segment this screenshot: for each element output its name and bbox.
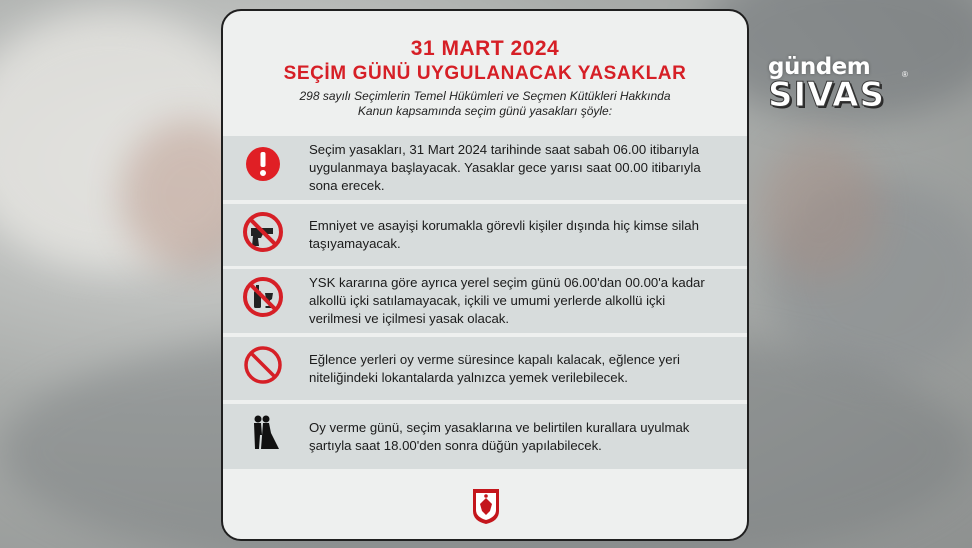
- rule-text: Oy verme günü, seçim yasaklarına ve belirtilen kurallara uyulmak şartıyla saat 18.00'den sonra düğün yapılabilecek.: [309, 419, 690, 453]
- subtitle-line-2: Kanun kapsamında seçim günü yasakları şöyle:: [357, 104, 613, 118]
- rule-text: YSK kararına göre ayrıca yerel seçim günü 06.00'dan 00.00'a kadar alkollü içki satılamayacak, içkili ve umumi yerlerde alkollü içki verilmesi ve içilmesi yasak olacak.: [309, 275, 705, 326]
- rule-row-start-time: [223, 136, 747, 200]
- rule-row-wedding: [223, 404, 747, 469]
- brand-main-text: SIVAS: [768, 75, 885, 115]
- rule-row-entertainment: [223, 337, 747, 400]
- brand-logo: [768, 54, 918, 115]
- rule-text: Eğlence yerleri oy verme süresince kapalı kalacak, eğlence yeri niteliğindeki lokantalarda yalnızca yemek verilebilecek.: [309, 351, 680, 385]
- card-subtitle: [253, 89, 717, 119]
- no-alcohol-icon: [241, 275, 285, 319]
- brand-top-text: gündem: [768, 54, 871, 80]
- municipality-seal-icon: [471, 487, 501, 525]
- subtitle-line-1: 298 sayılı Seçimlerin Temel Hükümleri ve Seçmen Kütükleri Hakkında: [299, 89, 671, 103]
- info-card: [221, 9, 749, 541]
- rule-text: Emniyet ve asayişi korumakla görevli kişiler dışında hiç kimse silah taşıyamayacak.: [309, 218, 699, 251]
- no-gun-icon: [241, 210, 285, 254]
- rule-row-weapons: [223, 204, 747, 266]
- wedding-couple-icon: [241, 410, 285, 454]
- rule-text: Seçim yasakları, 31 Mart 2024 tarihinde saat sabah 06.00 itibarıyla uygulanmaya başlayacak. Yasaklar gece yarısı saat 00.00 itibarıyla sona erecek.: [309, 142, 701, 193]
- registered-mark: ®: [902, 70, 908, 79]
- card-date-title: 31 MART 2024: [410, 37, 560, 60]
- rule-row-alcohol: [223, 269, 747, 333]
- card-main-title: SEÇİM GÜNÜ UYGULANACAK YASAKLAR: [283, 63, 687, 84]
- prohibited-icon: [241, 343, 285, 387]
- exclamation-icon: [241, 142, 285, 186]
